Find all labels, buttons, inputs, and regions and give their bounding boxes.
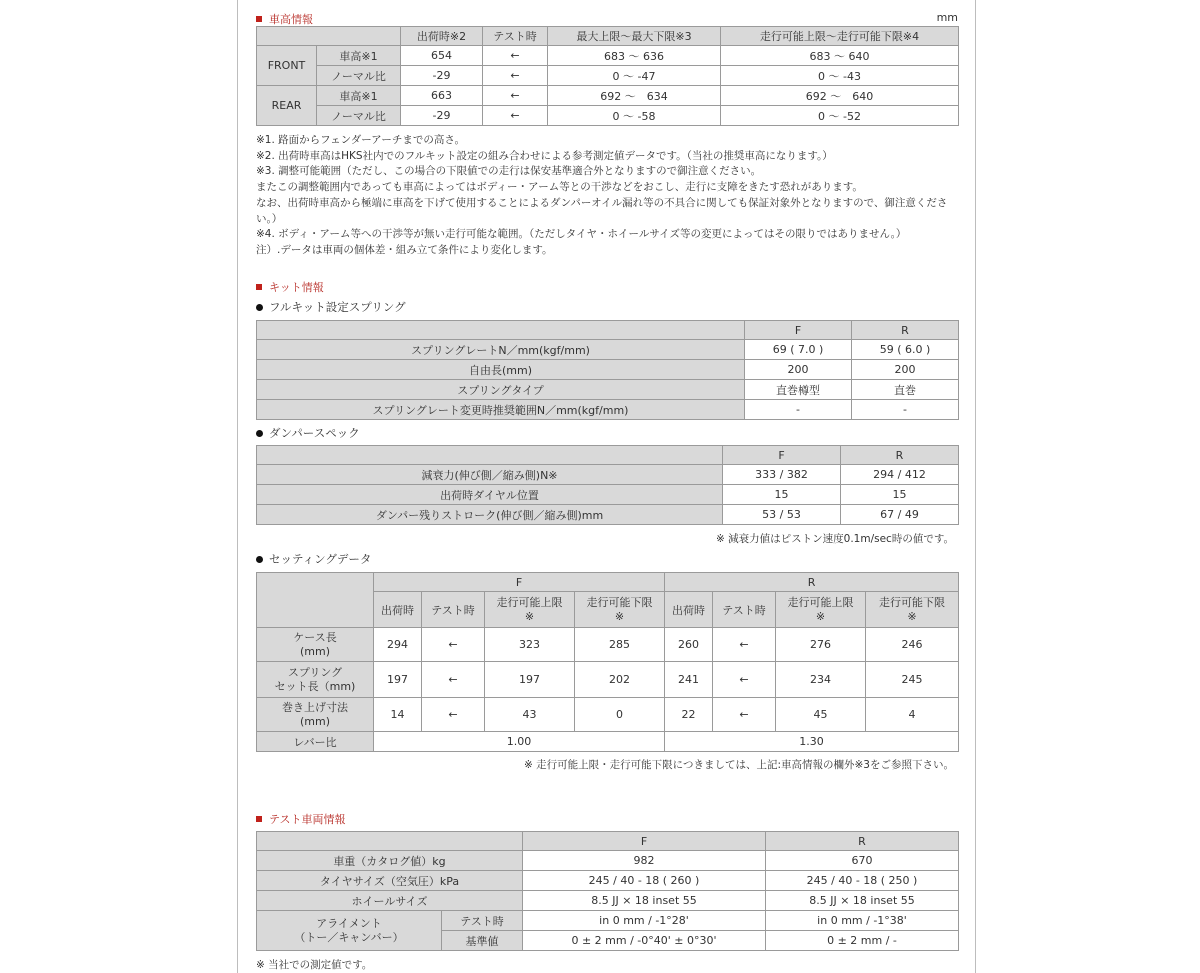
table-row (257, 732, 959, 752)
table-cell: ← (422, 662, 485, 698)
group-label: FRONT (257, 46, 317, 86)
table-cell: 333 / 382 (723, 465, 841, 485)
right-border (975, 0, 976, 973)
row-label: タイヤサイズ（空気圧）kPa (257, 871, 523, 891)
table-cell: 276 (776, 628, 866, 662)
height-notes (256, 133, 958, 259)
table-cell: 683 ～ 636 (548, 46, 721, 66)
damper-subtitle: ダンパースペック (256, 425, 360, 441)
note-line: またこの調整範囲内であっても車高によってはボディー・アーム等との干渉などをおこし、走行に支障をきたす恐れがあります。 (256, 181, 863, 194)
table-cell: 0 ± 2 mm / - (766, 931, 959, 951)
column-header: 最大上限～最大下限※3 (548, 27, 721, 46)
note-line: ※3. 調整可能範囲（ただし、この場合の下限値での走行は保安基準適合外となりますので御注意ください。 (256, 165, 762, 178)
section-square-icon (256, 284, 262, 290)
table-cell: 8.5 JJ × 18 inset 55 (766, 891, 959, 911)
column-header: F (723, 446, 841, 465)
table-cell: 直巻樽型 (745, 380, 852, 400)
table-cell: -29 (401, 106, 483, 126)
table-cell: 197 (374, 662, 422, 698)
table-row (257, 66, 959, 86)
table-cell: 22 (665, 698, 713, 732)
row-label: ノーマル比 (317, 66, 401, 86)
setting-subtitle: セッティングデータ (256, 551, 371, 567)
row-label: レバー比 (257, 732, 374, 752)
row-label: 車重（カタログ値）kg (257, 851, 523, 871)
bullet-icon (256, 556, 263, 563)
column-header: 出荷時 (374, 592, 422, 628)
table-cell: in 0 mm / -1°28' (523, 911, 766, 931)
table-row (257, 891, 959, 911)
table-cell: 1.00 (374, 732, 665, 752)
header-empty (257, 832, 523, 851)
table-cell: 45 (776, 698, 866, 732)
table-header-row (257, 27, 959, 46)
bullet-icon (256, 430, 263, 437)
row-label: ケース長 (mm) (257, 628, 374, 662)
table-row (257, 698, 959, 732)
table-cell: ← (483, 86, 548, 106)
table-cell: 234 (776, 662, 866, 698)
alignment-label: アライメント （トー／キャンバー） (257, 911, 442, 951)
table-cell: 663 (401, 86, 483, 106)
table-cell: 202 (575, 662, 665, 698)
table-row (257, 505, 959, 525)
column-header: 走行可能上限 ※ (776, 592, 866, 628)
spring-table (256, 320, 959, 420)
column-header: R (852, 321, 959, 340)
note-line: ※1. 路面からフェンダーアーチまでの高さ。 (256, 134, 465, 146)
table-cell: 4 (866, 698, 959, 732)
group-header-f: F (374, 573, 665, 592)
table-cell: 8.5 JJ × 18 inset 55 (523, 891, 766, 911)
table-cell: 294 / 412 (841, 465, 959, 485)
row-label: テスト時 (442, 911, 523, 931)
group-header-r: R (665, 573, 959, 592)
row-label: 車高※1 (317, 86, 401, 106)
table-cell: 683 ～ 640 (721, 46, 959, 66)
table-cell: 直巻 (852, 380, 959, 400)
table-cell: 260 (665, 628, 713, 662)
table-header-row (257, 832, 959, 851)
table-cell: 15 (841, 485, 959, 505)
test-vehicle-table (256, 831, 959, 951)
table-cell: in 0 mm / -1°38' (766, 911, 959, 931)
test-vehicle-note: ※ 当社での測定値です。 (256, 959, 373, 971)
setting-table (256, 572, 959, 752)
header-empty (257, 321, 745, 340)
table-cell: 0 ～ -47 (548, 66, 721, 86)
table-row (257, 485, 959, 505)
table-row (257, 340, 959, 360)
table-cell: 0 (575, 698, 665, 732)
section-square-icon (256, 816, 262, 822)
table-row (257, 86, 959, 106)
table-cell: 692 ～ 640 (721, 86, 959, 106)
section-square-icon (256, 16, 262, 22)
table-cell: -29 (401, 66, 483, 86)
table-row (257, 911, 959, 931)
column-header: F (523, 832, 766, 851)
table-cell: 692 ～ 634 (548, 86, 721, 106)
table-cell: 1.30 (665, 732, 959, 752)
table-cell: 246 (866, 628, 959, 662)
table-cell: ← (483, 46, 548, 66)
table-cell: ← (713, 662, 776, 698)
note-line: ※4. ボディ・アーム等への干渉等が無い走行可能な範囲。（ただしタイヤ・ホイールサイズ等の変更によってはその限りではありません。） (256, 228, 907, 241)
column-header: テスト時 (483, 27, 548, 46)
height-info-table (256, 26, 959, 126)
table-cell: 197 (485, 662, 575, 698)
table-cell: 200 (745, 360, 852, 380)
table-cell: ← (422, 698, 485, 732)
table-cell: 323 (485, 628, 575, 662)
table-row (257, 465, 959, 485)
table-cell: - (852, 400, 959, 420)
note-line: 注）.データは車両の個体差・組み立て条件により変化します。 (256, 243, 553, 256)
column-header: テスト時 (422, 592, 485, 628)
table-cell: 245 (866, 662, 959, 698)
table-cell: 294 (374, 628, 422, 662)
row-label: 自由長(mm) (257, 360, 745, 380)
column-header: 走行可能上限～走行可能下限※4 (721, 27, 959, 46)
table-cell: ← (483, 106, 548, 126)
table-row (257, 871, 959, 891)
row-label: スプリングレートN／mm(kgf/mm) (257, 340, 745, 360)
table-cell: 654 (401, 46, 483, 66)
damper-note: ※ 減衰力値はピストン速度0.1m/sec時の値です。 (716, 533, 954, 545)
table-cell: 53 / 53 (723, 505, 841, 525)
table-header-row (257, 321, 959, 340)
table-cell: ← (713, 628, 776, 662)
unit-label: mm (936, 11, 958, 24)
table-header-row (257, 446, 959, 465)
table-row (257, 628, 959, 662)
table-row (257, 106, 959, 126)
height-info-heading: 車高情報 (256, 11, 313, 27)
table-cell: 59 ( 6.0 ) (852, 340, 959, 360)
column-header: 出荷時 (665, 592, 713, 628)
row-label: ダンパー残りストローク(伸び側／縮み側)mm (257, 505, 723, 525)
table-row (257, 400, 959, 420)
column-header: 走行可能下限 ※ (575, 592, 665, 628)
table-cell: 0 ～ -43 (721, 66, 959, 86)
table-row (257, 360, 959, 380)
column-header: R (841, 446, 959, 465)
group-label: REAR (257, 86, 317, 126)
column-header: F (745, 321, 852, 340)
table-cell: 982 (523, 851, 766, 871)
table-cell: 245 / 40 - 18 ( 250 ) (766, 871, 959, 891)
setting-note: ※ 走行可能上限・走行可能下限につきましては、上記:車高情報の欄外※3をご参照下さい。 (524, 759, 954, 771)
table-cell: ← (422, 628, 485, 662)
row-label: 出荷時ダイヤル位置 (257, 485, 723, 505)
table-cell: ← (483, 66, 548, 86)
row-label: スプリング セット長（mm) (257, 662, 374, 698)
note-line: ※2. 出荷時車高はHKS社内でのフルキット設定の組み合わせによる参考測定値データです。（当社の推奨車高になります。） (256, 149, 833, 162)
table-header-row (257, 573, 959, 592)
row-label: ホイールサイズ (257, 891, 523, 911)
column-header: テスト時 (713, 592, 776, 628)
damper-table (256, 445, 959, 525)
kit-info-heading: キット情報 (256, 279, 324, 295)
table-cell: 15 (723, 485, 841, 505)
table-cell: 0 ～ -52 (721, 106, 959, 126)
table-cell: 67 / 49 (841, 505, 959, 525)
table-row (257, 851, 959, 871)
table-cell: 69 ( 7.0 ) (745, 340, 852, 360)
row-label: スプリングレート変更時推奨範囲N／mm(kgf/mm) (257, 400, 745, 420)
row-label: 車高※1 (317, 46, 401, 66)
row-label: 基準値 (442, 931, 523, 951)
column-header: 出荷時※2 (401, 27, 483, 46)
header-empty (257, 27, 401, 46)
table-cell: ← (713, 698, 776, 732)
table-cell: 670 (766, 851, 959, 871)
column-header: 走行可能下限 ※ (866, 592, 959, 628)
left-border (237, 0, 238, 973)
table-cell: 14 (374, 698, 422, 732)
table-cell: - (745, 400, 852, 420)
row-label: ノーマル比 (317, 106, 401, 126)
table-cell: 245 / 40 - 18 ( 260 ) (523, 871, 766, 891)
table-row (257, 662, 959, 698)
column-header: 走行可能上限 ※ (485, 592, 575, 628)
table-cell: 0 ± 2 mm / -0°40' ± 0°30' (523, 931, 766, 951)
table-cell: 0 ～ -58 (548, 106, 721, 126)
column-header: R (766, 832, 959, 851)
table-row (257, 46, 959, 66)
row-label: スプリングタイプ (257, 380, 745, 400)
test-vehicle-heading: テスト車両情報 (256, 811, 346, 827)
row-label: 巻き上げ寸法 (mm) (257, 698, 374, 732)
table-row (257, 380, 959, 400)
table-cell: 43 (485, 698, 575, 732)
table-cell: 200 (852, 360, 959, 380)
row-label: 減衰力(伸び側／縮み側)N※ (257, 465, 723, 485)
note-line: なお、出荷時車高から極端に車高を下げて使用することによるダンパーオイル漏れ等の不具合に関しても保証対象外となりますので、御注意ください。） (256, 196, 948, 225)
bullet-icon (256, 304, 263, 311)
table-cell: 241 (665, 662, 713, 698)
table-cell: 285 (575, 628, 665, 662)
spring-subtitle: フルキット設定スプリング (256, 299, 406, 315)
header-empty (257, 573, 374, 628)
header-empty (257, 446, 723, 465)
